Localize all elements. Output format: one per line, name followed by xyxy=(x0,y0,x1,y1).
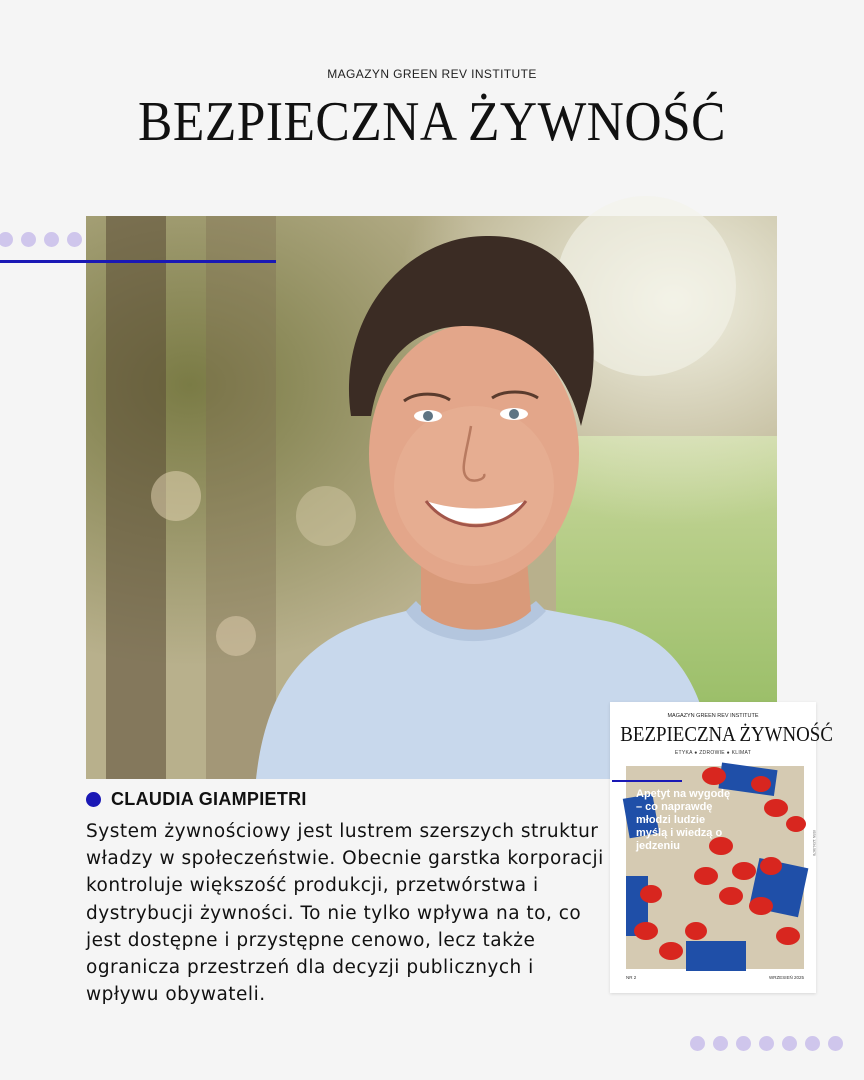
magazine-title: BEZPIECZNA ŻYWNOŚĆ xyxy=(138,91,726,153)
dot xyxy=(736,1036,751,1051)
cover-date: WRZESIEŃ 2025 xyxy=(768,975,804,980)
magazine-subtitle: MAGAZYN GREEN REV INSTITUTE xyxy=(327,67,537,81)
dot xyxy=(690,1036,705,1051)
cover-image xyxy=(626,766,816,969)
accent-line xyxy=(0,260,276,263)
person-quote: System żywnościowy jest lustrem szerszych struktur władzy w społeczeństwie. Obecnie garstka korporacji kontroluje większość produkcji, przetwórstwa i dystrybucji żywności. To nie tylko wpływa na to, co jest dostępne i przystępne cenowo, lecz także ogranicza przestrzeń dla decyzji publicznych i wpływu obywateli. xyxy=(86,821,604,1006)
cover-accent-line xyxy=(612,780,682,782)
portrait-photo xyxy=(86,216,777,779)
cover-issue: NR 2 xyxy=(626,975,637,980)
dot xyxy=(44,232,59,247)
person-name: CLAUDIA GIAMPIETRI xyxy=(111,789,307,809)
dot xyxy=(67,232,82,247)
cover-side-text: ISSN 1234-5678 xyxy=(812,830,816,856)
cover-title: BEZPIECZNA ŻYWNOŚĆ xyxy=(620,722,833,746)
cover-tags: ETYKA ● ZDROWIE ● KLIMAT xyxy=(674,750,752,756)
person-name-row xyxy=(86,789,307,810)
decorative-dots-bottom xyxy=(690,1036,843,1051)
bullet-dot xyxy=(86,792,101,807)
dot xyxy=(782,1036,797,1051)
dot xyxy=(0,232,13,247)
dot xyxy=(713,1036,728,1051)
dot xyxy=(759,1036,774,1051)
magazine-cover xyxy=(610,702,833,993)
decorative-dots-top xyxy=(0,232,82,247)
dot xyxy=(828,1036,843,1051)
cover-headline: Apetyt na wygodę – co naprawdę młodzi ludzie myślą i wiedzą o jedzeniu xyxy=(636,788,731,852)
cover-subtitle: MAGAZYN GREEN REV INSTITUTE xyxy=(667,713,759,719)
dot xyxy=(21,232,36,247)
dot xyxy=(805,1036,820,1051)
